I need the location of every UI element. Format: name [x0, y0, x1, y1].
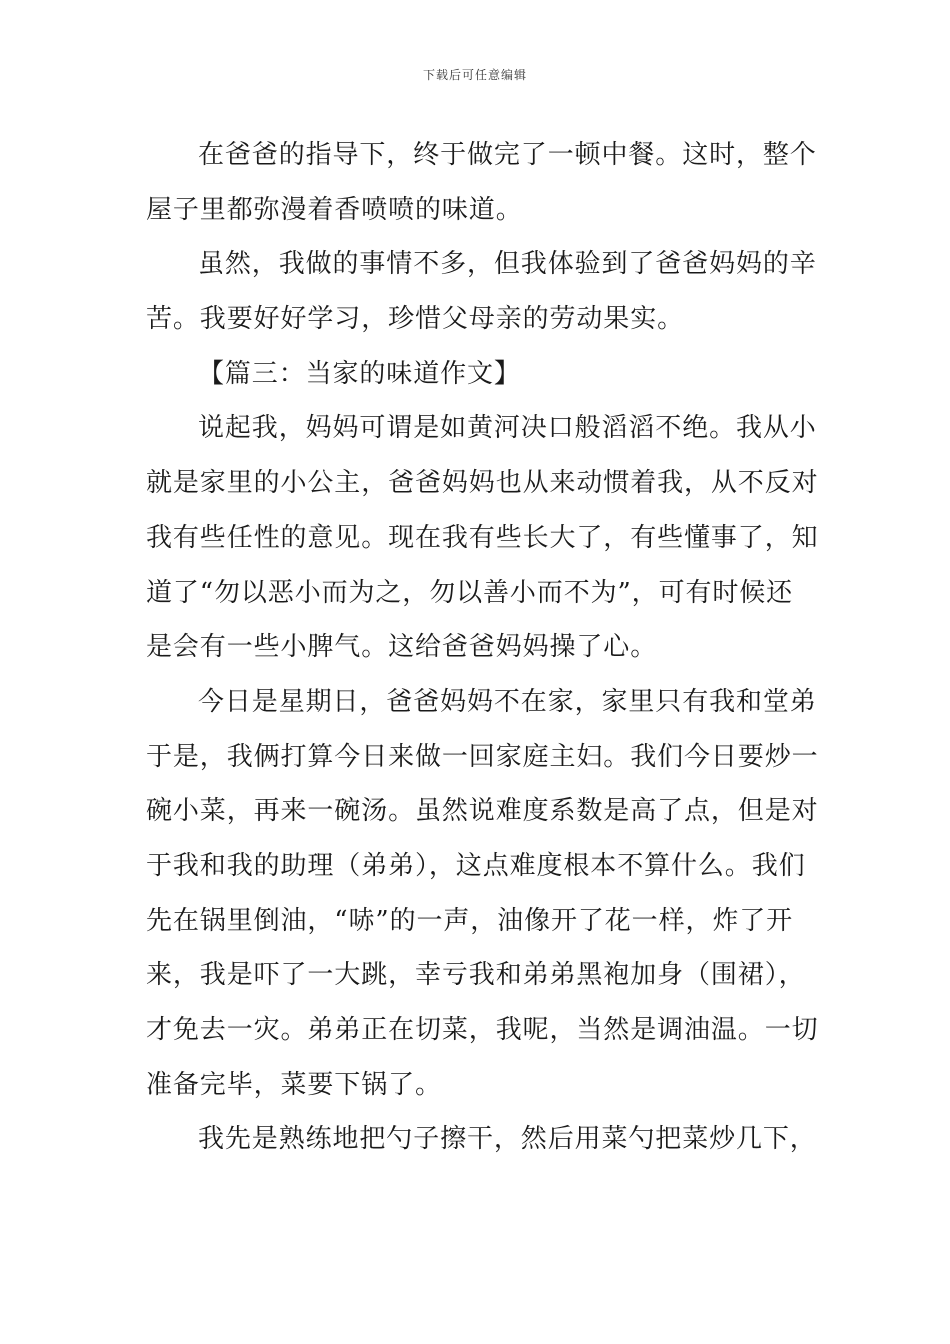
paragraph-line: 来，我是吓了一大跳，幸亏我和弟弟黑袍加身（围裙）， — [146, 960, 806, 991]
paragraph-line: 我有些任性的意见。现在我有些长大了，有些懂事了，知 — [146, 522, 819, 553]
document-body — [146, 128, 819, 1167]
paragraph-line: 在爸爸的指导下，终于做完了一顿中餐。这时，整个 — [198, 140, 817, 170]
paragraph-line: 准备完毕，菜要下锅了。 — [146, 1069, 442, 1100]
paragraph-4 — [146, 675, 819, 1113]
paragraph-line: 先在锅里倒油，“哧”的一声，油像开了花一样，炸了开 — [146, 905, 794, 936]
paragraph-line: 我先是熟练地把勺子擦干，然后用菜勺把菜炒几下， — [198, 1124, 817, 1155]
paragraph-line: 屋子里都弥漫着香喷喷的味道。 — [146, 194, 523, 225]
paragraph-line: 就是家里的小公主，爸爸妈妈也从来动惯着我，从不反对 — [146, 468, 819, 499]
paragraph-2 — [146, 237, 817, 346]
paragraph-line: 是会有一些小脾气。这给爸爸妈妈操了心。 — [146, 632, 658, 663]
paragraph-1 — [146, 128, 817, 237]
paragraph-5 — [146, 1112, 817, 1167]
section-heading — [146, 347, 812, 402]
paragraph-line: 于是，我俩打算今日来做一回家庭主妇。我们今日要炒一 — [146, 741, 819, 772]
paragraph-line: 苦。我要好好学习，珍惜父母亲的劳动果实。 — [146, 304, 685, 335]
paragraph-line: 今日是星期日，爸爸妈妈不在家，家里只有我和堂弟 — [198, 686, 817, 717]
paragraph-line: 碗小菜，再来一碗汤。虽然说难度系数是高了点，但是对 — [146, 796, 819, 827]
paragraph-line: 才免去一灾。弟弟正在切菜，我呢，当然是调油温。一切 — [146, 1015, 819, 1045]
paragraph-3 — [146, 401, 819, 674]
paragraph-line: 说起我，妈妈可谓是如黄河决口般滔滔不绝。我从小 — [198, 413, 817, 444]
paragraph-line: 于我和我的助理（弟弟），这点难度根本不算什么。我们 — [146, 850, 806, 881]
page-header: 下载后可任意编辑 — [422, 68, 527, 82]
paragraph-line: 虽然，我做的事情不多，但我体验到了爸爸妈妈的辛 — [198, 249, 817, 280]
paragraph-line: 道了“勿以恶小而为之，勿以善小而不为”，可有时候还 — [146, 577, 794, 608]
section-title: 【篇三：当家的味道作文】 — [198, 358, 521, 389]
